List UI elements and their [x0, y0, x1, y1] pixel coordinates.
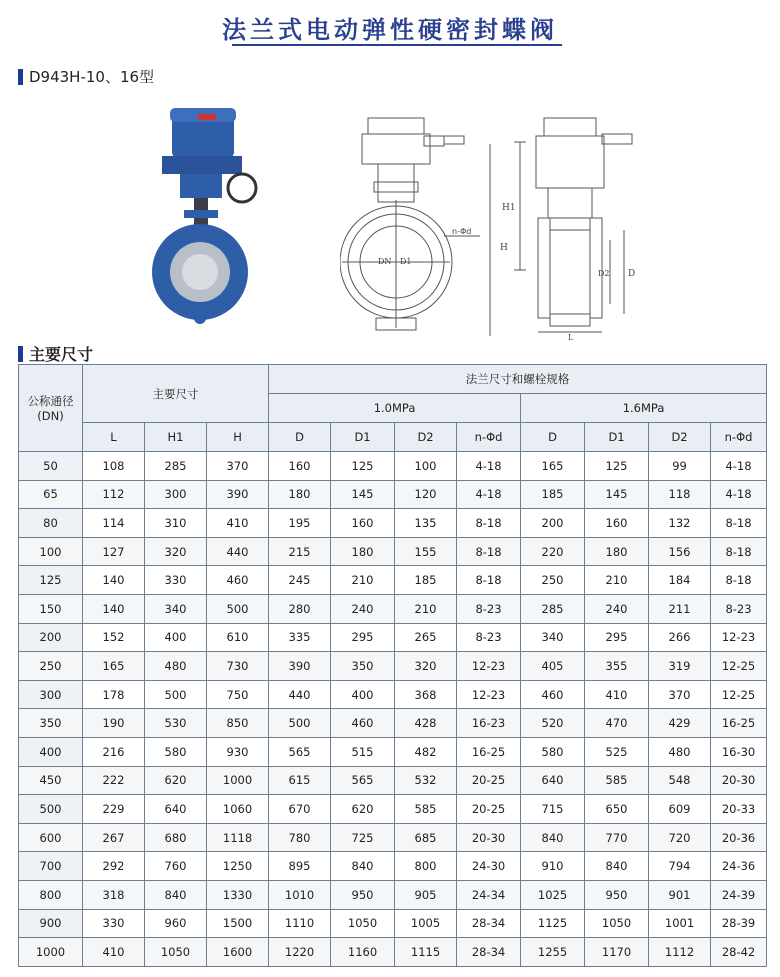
label-d: D [628, 269, 636, 279]
table-cell: 24-34 [457, 880, 521, 909]
label-d1: D1 [400, 257, 412, 266]
table-cell: 310 [145, 509, 207, 538]
table-cell: 185 [395, 566, 457, 595]
table-cell: 152 [83, 623, 145, 652]
table-cell: 135 [395, 509, 457, 538]
col-header: D2 [395, 423, 457, 452]
table-cell: 8-18 [711, 509, 767, 538]
table-cell: 185 [521, 480, 585, 509]
table-cell: 640 [521, 766, 585, 795]
table-cell: 12-25 [711, 680, 767, 709]
table-cell: 16-23 [457, 709, 521, 738]
table-cell: 318 [83, 880, 145, 909]
table-cell: 222 [83, 766, 145, 795]
table-cell: 16-30 [711, 737, 767, 766]
table-cell: 285 [145, 452, 207, 481]
col-header: D1 [585, 423, 649, 452]
table-cell: 16-25 [457, 737, 521, 766]
pressure-2-header: 1.6MPa [521, 394, 767, 423]
table-cell: 160 [331, 509, 395, 538]
table-cell: 355 [585, 652, 649, 681]
valve-photo [140, 100, 270, 335]
table-cell: 160 [585, 509, 649, 538]
table-row [19, 680, 767, 709]
table-cell: 20-33 [711, 795, 767, 824]
dn-cell: 700 [19, 852, 83, 881]
table-cell: 28-34 [457, 938, 521, 967]
table-cell: 1112 [649, 938, 711, 967]
dn-cell: 250 [19, 652, 83, 681]
table-cell: 620 [331, 795, 395, 824]
table-cell: 28-42 [711, 938, 767, 967]
table-cell: 480 [145, 652, 207, 681]
table-cell: 1170 [585, 938, 649, 967]
dn-header: 公称通径 (DN) [19, 365, 83, 452]
table-cell: 1330 [207, 880, 269, 909]
table-cell: 140 [83, 566, 145, 595]
table-row [19, 852, 767, 881]
table-cell: 140 [83, 594, 145, 623]
table-cell: 500 [145, 680, 207, 709]
table-cell: 482 [395, 737, 457, 766]
table-cell: 145 [585, 480, 649, 509]
table-cell: 8-18 [457, 537, 521, 566]
table-cell: 960 [145, 909, 207, 938]
table-cell: 280 [269, 594, 331, 623]
flange-dims-header: 法兰尺寸和螺栓规格 [269, 365, 767, 394]
table-cell: 640 [145, 795, 207, 824]
table-row [19, 823, 767, 852]
col-header: H1 [145, 423, 207, 452]
table-cell: 24-30 [457, 852, 521, 881]
dimensions-label: 主要尺寸 [29, 345, 94, 364]
table-cell: 685 [395, 823, 457, 852]
table-cell: 267 [83, 823, 145, 852]
table-cell: 300 [145, 480, 207, 509]
table-cell: 770 [585, 823, 649, 852]
table-cell: 178 [83, 680, 145, 709]
table-cell: 20-25 [457, 795, 521, 824]
table-cell: 292 [83, 852, 145, 881]
table-cell: 12-23 [711, 623, 767, 652]
table-cell: 950 [585, 880, 649, 909]
table-cell: 330 [83, 909, 145, 938]
table-cell: 410 [585, 680, 649, 709]
table-cell: 1025 [521, 880, 585, 909]
table-cell: 28-39 [711, 909, 767, 938]
section-bar-icon [18, 69, 23, 85]
table-cell: 16-25 [711, 709, 767, 738]
table-cell: 730 [207, 652, 269, 681]
table-cell: 4-18 [711, 452, 767, 481]
table-cell: 530 [145, 709, 207, 738]
table-cell: 1600 [207, 938, 269, 967]
col-header: D [521, 423, 585, 452]
table-cell: 180 [331, 537, 395, 566]
table-cell: 4-18 [457, 452, 521, 481]
table-cell: 440 [207, 537, 269, 566]
table-cell: 1060 [207, 795, 269, 824]
label-l: L [568, 333, 574, 340]
label-h1: H1 [502, 203, 516, 213]
table-cell: 548 [649, 766, 711, 795]
table-cell: 610 [207, 623, 269, 652]
table-row [19, 594, 767, 623]
table-cell: 1050 [331, 909, 395, 938]
table-cell: 565 [331, 766, 395, 795]
table-cell: 460 [207, 566, 269, 595]
table-cell: 8-23 [457, 594, 521, 623]
dn-cell: 500 [19, 795, 83, 824]
table-cell: 229 [83, 795, 145, 824]
table-cell: 368 [395, 680, 457, 709]
table-cell: 125 [331, 452, 395, 481]
table-row [19, 938, 767, 967]
table-cell: 200 [521, 509, 585, 538]
table-cell: 1050 [145, 938, 207, 967]
table-cell: 114 [83, 509, 145, 538]
table-cell: 1115 [395, 938, 457, 967]
table-cell: 780 [269, 823, 331, 852]
table-cell: 565 [269, 737, 331, 766]
table-row [19, 766, 767, 795]
model-label: D943H-10、16型 [29, 68, 155, 86]
table-cell: 120 [395, 480, 457, 509]
table-cell: 532 [395, 766, 457, 795]
section-bar-icon [18, 346, 23, 362]
table-cell: 180 [585, 537, 649, 566]
dn-cell: 1000 [19, 938, 83, 967]
table-row [19, 652, 767, 681]
table-cell: 580 [145, 737, 207, 766]
table-cell: 1160 [331, 938, 395, 967]
table-cell: 12-25 [711, 652, 767, 681]
dn-cell: 450 [19, 766, 83, 795]
table-cell: 390 [207, 480, 269, 509]
table-cell: 1050 [585, 909, 649, 938]
label-h: H [500, 243, 508, 253]
label-dn: DN [378, 257, 392, 266]
table-cell: 220 [521, 537, 585, 566]
model-heading [18, 66, 154, 87]
dn-cell: 300 [19, 680, 83, 709]
table-cell: 184 [649, 566, 711, 595]
table-cell: 210 [395, 594, 457, 623]
table-cell: 1110 [269, 909, 331, 938]
table-cell: 210 [585, 566, 649, 595]
table-cell: 20-25 [457, 766, 521, 795]
table-cell: 440 [269, 680, 331, 709]
table-cell: 794 [649, 852, 711, 881]
table-row [19, 480, 767, 509]
table-cell: 800 [395, 852, 457, 881]
table-cell: 190 [83, 709, 145, 738]
dn-cell: 80 [19, 509, 83, 538]
table-cell: 609 [649, 795, 711, 824]
col-header: n-Φd [457, 423, 521, 452]
dn-cell: 200 [19, 623, 83, 652]
table-cell: 4-18 [457, 480, 521, 509]
col-header: D1 [331, 423, 395, 452]
page-title: 法兰式电动弹性硬密封蝶阀 [222, 16, 558, 44]
table-cell: 840 [331, 852, 395, 881]
table-cell: 8-23 [711, 594, 767, 623]
dn-cell: 125 [19, 566, 83, 595]
table-cell: 1005 [395, 909, 457, 938]
table-cell: 1255 [521, 938, 585, 967]
table-cell: 210 [331, 566, 395, 595]
table-cell: 650 [585, 795, 649, 824]
table-cell: 460 [521, 680, 585, 709]
table-row [19, 452, 767, 481]
table-cell: 319 [649, 652, 711, 681]
table-row [19, 880, 767, 909]
table-cell: 211 [649, 594, 711, 623]
dn-cell: 800 [19, 880, 83, 909]
table-cell: 350 [331, 652, 395, 681]
table-cell: 335 [269, 623, 331, 652]
table-row [19, 709, 767, 738]
table-cell: 615 [269, 766, 331, 795]
table-cell: 165 [83, 652, 145, 681]
dn-cell: 900 [19, 909, 83, 938]
table-cell: 240 [331, 594, 395, 623]
table-cell: 8-18 [711, 537, 767, 566]
table-cell: 840 [585, 852, 649, 881]
table-cell: 125 [585, 452, 649, 481]
table-cell: 118 [649, 480, 711, 509]
table-cell: 12-23 [457, 652, 521, 681]
table-cell: 12-23 [457, 680, 521, 709]
table-body [19, 452, 767, 967]
table-cell: 720 [649, 823, 711, 852]
table-cell: 370 [207, 452, 269, 481]
table-cell: 8-18 [711, 566, 767, 595]
table-row [19, 537, 767, 566]
table-cell: 180 [269, 480, 331, 509]
dimensions-heading [18, 342, 93, 365]
main-dims-header: 主要尺寸 [83, 365, 269, 423]
dn-cell: 65 [19, 480, 83, 509]
table-cell: 840 [145, 880, 207, 909]
table-cell: 410 [83, 938, 145, 967]
table-cell: 585 [395, 795, 457, 824]
label-n-phi-d: n-Φd [452, 227, 472, 236]
table-cell: 320 [395, 652, 457, 681]
table-cell: 1250 [207, 852, 269, 881]
table-cell: 850 [207, 709, 269, 738]
table-cell: 405 [521, 652, 585, 681]
table-cell: 4-18 [711, 480, 767, 509]
table-cell: 715 [521, 795, 585, 824]
table-cell: 400 [331, 680, 395, 709]
table-row [19, 566, 767, 595]
table-cell: 165 [521, 452, 585, 481]
table-cell: 950 [331, 880, 395, 909]
table-cell: 8-18 [457, 566, 521, 595]
table-cell: 215 [269, 537, 331, 566]
table-cell: 160 [269, 452, 331, 481]
table-cell: 1125 [521, 909, 585, 938]
table-cell: 1000 [207, 766, 269, 795]
table-cell: 100 [395, 452, 457, 481]
table-cell: 24-39 [711, 880, 767, 909]
table-cell: 725 [331, 823, 395, 852]
table-cell: 240 [585, 594, 649, 623]
table-cell: 20-36 [711, 823, 767, 852]
table-cell: 750 [207, 680, 269, 709]
table-cell: 340 [145, 594, 207, 623]
table-cell: 108 [83, 452, 145, 481]
table-cell: 525 [585, 737, 649, 766]
table-cell: 99 [649, 452, 711, 481]
table-cell: 460 [331, 709, 395, 738]
table-cell: 895 [269, 852, 331, 881]
table-row [19, 909, 767, 938]
table-cell: 127 [83, 537, 145, 566]
table-cell: 580 [521, 737, 585, 766]
pressure-1-header: 1.0MPa [269, 394, 521, 423]
table-cell: 20-30 [457, 823, 521, 852]
table-row [19, 509, 767, 538]
dn-cell: 600 [19, 823, 83, 852]
table-cell: 250 [521, 566, 585, 595]
table-cell: 840 [521, 823, 585, 852]
dn-cell: 400 [19, 737, 83, 766]
table-cell: 400 [145, 623, 207, 652]
valve-side-drawing [490, 110, 650, 340]
table-cell: 760 [145, 852, 207, 881]
table-cell: 24-36 [711, 852, 767, 881]
table-cell: 370 [649, 680, 711, 709]
table-cell: 330 [145, 566, 207, 595]
label-d2: D2 [598, 269, 610, 278]
table-cell: 480 [649, 737, 711, 766]
dn-cell: 350 [19, 709, 83, 738]
table-cell: 1001 [649, 909, 711, 938]
dn-cell: 100 [19, 537, 83, 566]
table-cell: 429 [649, 709, 711, 738]
col-header: n-Φd [711, 423, 767, 452]
table-cell: 515 [331, 737, 395, 766]
dn-cell: 150 [19, 594, 83, 623]
table-cell: 905 [395, 880, 457, 909]
table-cell: 155 [395, 537, 457, 566]
table-cell: 132 [649, 509, 711, 538]
table-cell: 8-23 [457, 623, 521, 652]
table-cell: 428 [395, 709, 457, 738]
table-cell: 1500 [207, 909, 269, 938]
table-row [19, 795, 767, 824]
dimensions-table [18, 364, 767, 967]
table-cell: 680 [145, 823, 207, 852]
dn-cell: 50 [19, 452, 83, 481]
table-cell: 145 [331, 480, 395, 509]
table-cell: 295 [585, 623, 649, 652]
table-cell: 1010 [269, 880, 331, 909]
table-cell: 910 [521, 852, 585, 881]
table-cell: 670 [269, 795, 331, 824]
table-cell: 266 [649, 623, 711, 652]
col-header: D [269, 423, 331, 452]
table-cell: 470 [585, 709, 649, 738]
table-row [19, 737, 767, 766]
table-cell: 500 [269, 709, 331, 738]
table-cell: 112 [83, 480, 145, 509]
table-cell: 901 [649, 880, 711, 909]
table-cell: 20-30 [711, 766, 767, 795]
table-cell: 410 [207, 509, 269, 538]
table-cell: 156 [649, 537, 711, 566]
table-cell: 28-34 [457, 909, 521, 938]
table-cell: 620 [145, 766, 207, 795]
table-cell: 585 [585, 766, 649, 795]
table-row [19, 623, 767, 652]
table-cell: 285 [521, 594, 585, 623]
col-header: H [207, 423, 269, 452]
table-cell: 390 [269, 652, 331, 681]
table-cell: 295 [331, 623, 395, 652]
table-cell: 216 [83, 737, 145, 766]
col-header: L [83, 423, 145, 452]
col-header: D2 [649, 423, 711, 452]
table-cell: 1220 [269, 938, 331, 967]
table-cell: 265 [395, 623, 457, 652]
table-cell: 245 [269, 566, 331, 595]
table-cell: 320 [145, 537, 207, 566]
table-cell: 520 [521, 709, 585, 738]
title-underline [232, 44, 562, 46]
table-cell: 195 [269, 509, 331, 538]
table-cell: 340 [521, 623, 585, 652]
table-cell: 1118 [207, 823, 269, 852]
table-cell: 500 [207, 594, 269, 623]
table-cell: 930 [207, 737, 269, 766]
table-cell: 8-18 [457, 509, 521, 538]
